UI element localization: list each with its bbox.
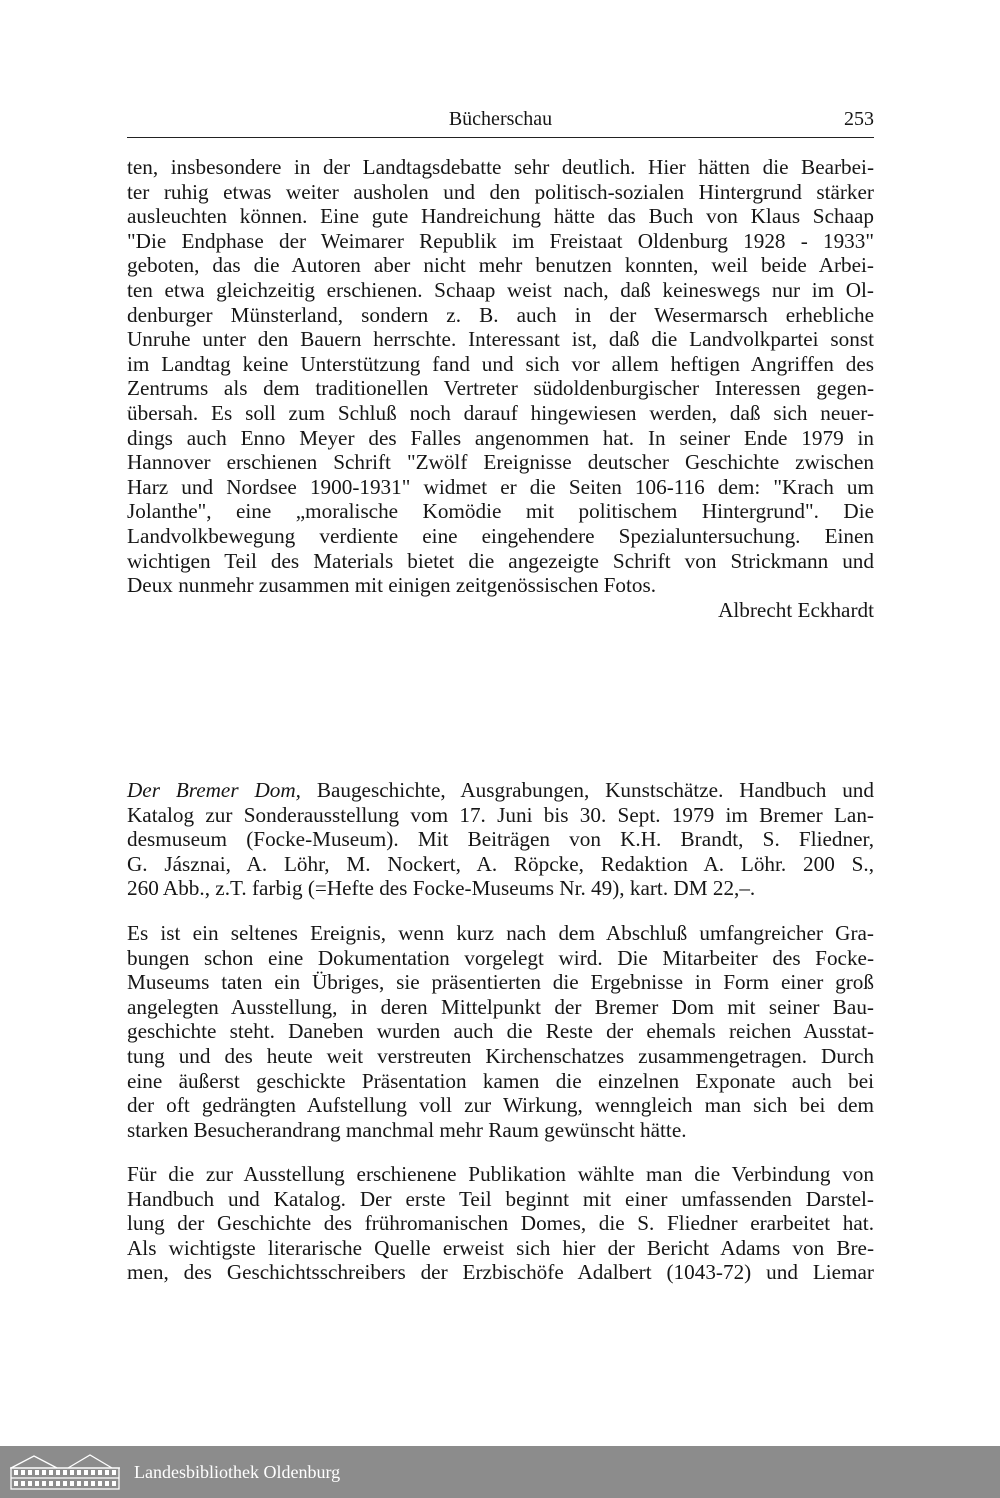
text-line: Jolanthe", eine „moralische Komödie mit politischem Hintergrund". Die xyxy=(127,499,874,524)
text-line: übersah. Es soll zum Schluß noch darauf hingewiesen werden, daß sich neuer- xyxy=(127,400,874,425)
text-line: Deux nunmehr zusammen mit einigen zeitgenössischen Fotos. xyxy=(127,573,656,598)
text-line: ausleuchten können. Eine gute Handreichung hätte das Buch von Klaus Schaap xyxy=(127,204,874,229)
text-line: Unruhe unter den Bauern herrschte. Interessant ist, daß die Landvolkpartei sonst xyxy=(127,327,874,352)
paragraph xyxy=(127,1162,874,1285)
text-line: Es ist ein seltenes Ereignis, wenn kurz nach dem Abschluß umfangreicher Gra- xyxy=(127,921,874,945)
page-number: 253 xyxy=(844,108,874,130)
text-line: geschichte steht. Daneben wurden auch die Reste der ehemals reichen Ausstat- xyxy=(127,1019,874,1044)
text-line: starken Besucherandrang manchmal mehr Raum gewünscht hätte. xyxy=(127,1117,687,1142)
text-line: ten etwa gleichzeitig erschienen. Schaap weist nach, daß keineswegs nur im Ol- xyxy=(127,277,874,302)
text-line: lung der Geschichte des frühromanischen Domes, die S. Fliedner erarbeitet hat. xyxy=(127,1211,874,1236)
text-line: der oft gedrängten Aufstellung voll zur Wirkung, wenngleich man sich bei dem xyxy=(127,1093,874,1118)
text-line: Landvolkbewegung verdiente eine eingehendere Spezialuntersuchung. Einen xyxy=(127,523,874,548)
text-line: "Die Endphase der Weimarer Republik im Freistaat Oldenburg 1928 - 1933" xyxy=(127,228,874,253)
text-line: Handbuch und Katalog. Der erste Teil beginnt mit einer umfassenden Darstel- xyxy=(127,1186,874,1211)
text-line: denburger Münsterland, sondern z. B. auch in der Wesermarsch erhebliche xyxy=(127,302,874,327)
paragraph xyxy=(127,921,874,1142)
text-line: men, des Geschichtsschreibers der Erzbischöfe Adalbert (1043-72) und Liemar xyxy=(127,1260,874,1285)
citation-first-line xyxy=(127,778,874,803)
library-building-icon xyxy=(8,1452,122,1492)
book-title: Der Bremer Dom, xyxy=(127,778,301,802)
citation-line: desmuseum (Focke-Museum). Mit Beiträgen von K.H. Brandt, S. Fliedner, xyxy=(127,827,874,852)
text-line: Für die zur Ausstellung erschienene Publikation wählte man die Verbindung von xyxy=(127,1162,874,1186)
text-line: Als wichtigste literarische Quelle erweist sich hier der Bericht Adams von Bre- xyxy=(127,1235,874,1260)
text-line: ter ruhig etwas weiter ausholen und den politisch-sozialen Hintergrund stärker xyxy=(127,179,874,204)
text-line: eine äußerst geschickte Präsentation kamen die einzelnen Exponate auch bei xyxy=(127,1068,874,1093)
text-line: Zentrums als dem traditionellen Vertreter südoldenburgischer Interessen gegen- xyxy=(127,376,874,401)
citation-line: 260 Abb., z.T. farbig (=Hefte des Focke-Museums Nr. 49), kart. DM 22,–. xyxy=(127,876,756,901)
text-line: Hannover erschienen Schrift "Zwölf Ereignisse deutscher Geschichte zwischen xyxy=(127,450,874,475)
review-paragraph-1 xyxy=(127,921,874,1142)
text-line: bungen schon eine Dokumentation vorgelegt wird. Die Mitarbeiter des Focke- xyxy=(127,945,874,970)
text-line: Museums taten ein Übriges, sie präsentierten die Ergebnisse in Form einer groß xyxy=(127,970,874,995)
text-line: Harz und Nordsee 1900-1931" widmet er die Seiten 106-116 dem: "Krach um xyxy=(127,474,874,499)
running-header xyxy=(127,105,874,138)
citation-line: G. Jásznai, A. Löhr, M. Nockert, A. Röpcke, Redaktion A. Löhr. 200 S., xyxy=(127,851,874,876)
citation-paragraph xyxy=(127,778,874,901)
text-line: dings auch Enno Meyer des Falles angenommen hat. In seiner Ende 1979 in xyxy=(127,425,874,450)
text-line: geboten, das die Autoren aber nicht mehr benutzen konnten, weil beide Arbei- xyxy=(127,253,874,278)
review-paragraph-2 xyxy=(127,1162,874,1285)
review-continuation xyxy=(127,155,874,622)
text-line: ten, insbesondere in der Landtagsdebatte sehr deutlich. Hier hätten die Bearbei- xyxy=(127,155,874,179)
citation-line: Katalog zur Sonderausstellung vom 17. Juni bis 30. Sept. 1979 im Bremer Lan- xyxy=(127,802,874,827)
library-footer-bar xyxy=(0,1446,1000,1498)
text-line: tung und des heute weit verstreuten Kirchenschatzes zusammengetragen. Durch xyxy=(127,1043,874,1068)
text-line: im Landtag keine Unterstützung fand und sich vor allem heftigen Angriffen des xyxy=(127,351,874,376)
book-citation xyxy=(127,778,874,901)
text-line: angelegten Ausstellung, in deren Mittelpunkt der Bremer Dom mit seiner Bau- xyxy=(127,994,874,1019)
text-line: wichtigen Teil des Materials bietet die angezeigte Schrift von Strickmann und xyxy=(127,548,874,573)
reviewer-signature: Albrecht Eckhardt xyxy=(718,597,874,622)
library-name: Landesbibliothek Oldenburg xyxy=(134,1462,341,1482)
review-continuation-paragraph xyxy=(127,155,874,598)
running-header-title: Bücherschau xyxy=(448,108,553,130)
citation-first-line-rest: Baugeschichte, Ausgrabungen, Kunstschätze. Handbuch und xyxy=(300,778,874,802)
